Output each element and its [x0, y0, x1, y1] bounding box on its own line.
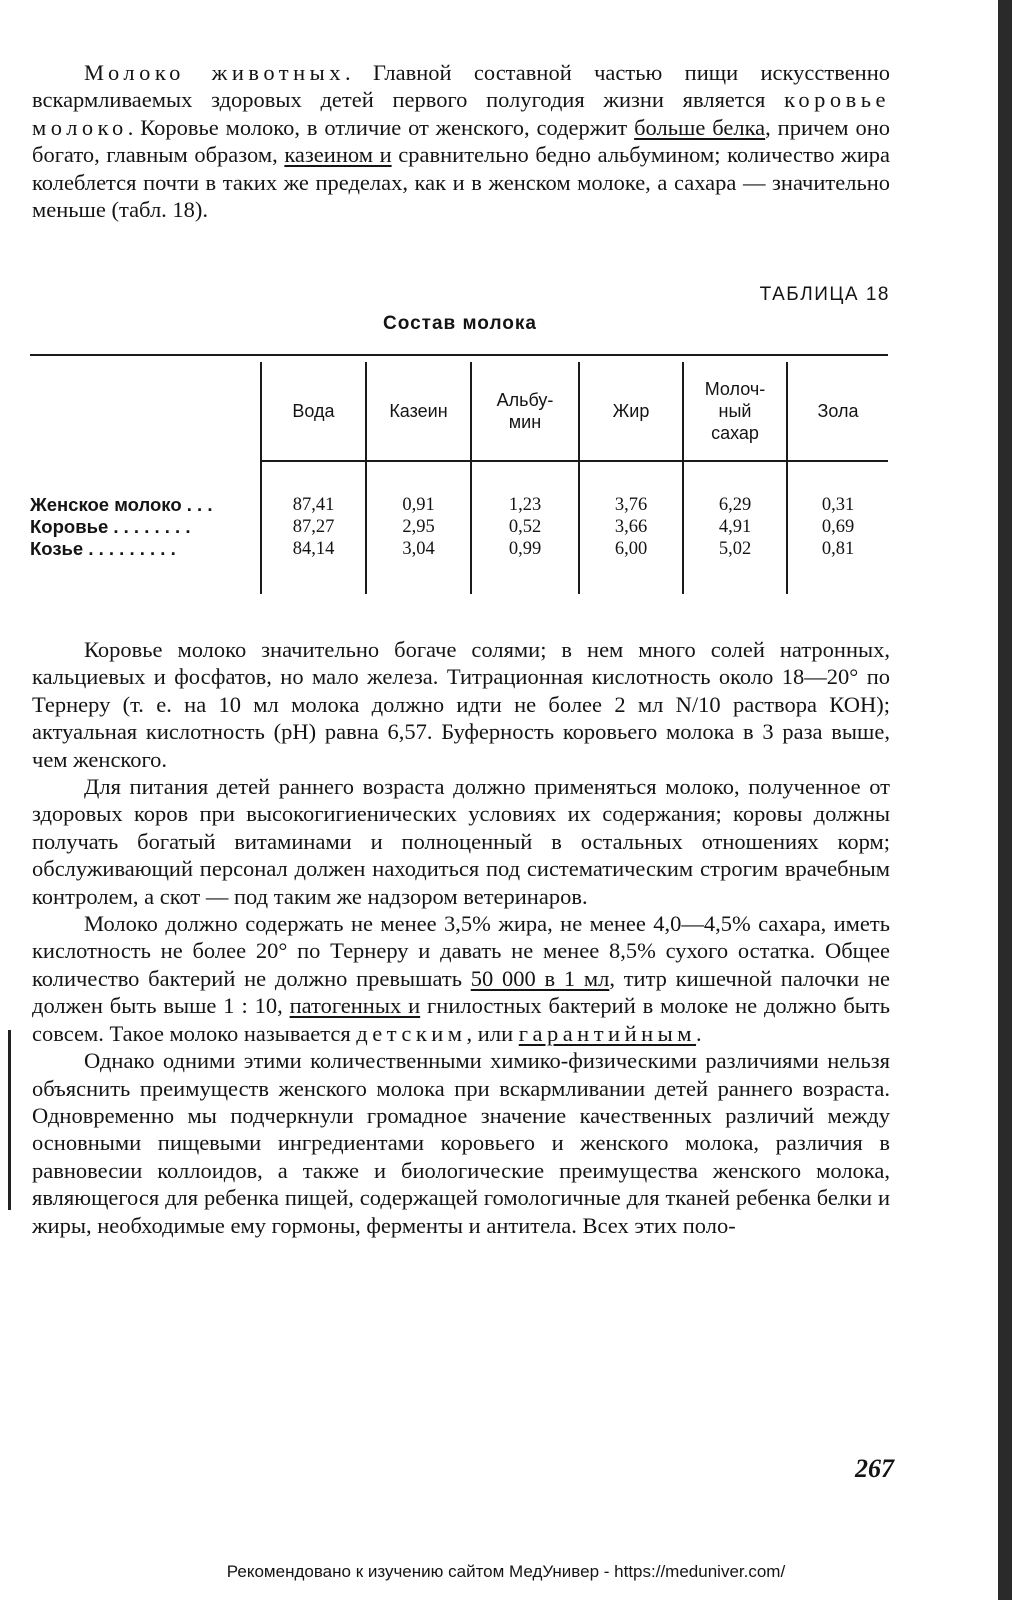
table-cell: 87,41 — [292, 495, 335, 515]
milk-composition-table — [30, 354, 888, 596]
table-cell: 6,00 — [614, 539, 648, 559]
table-cell: 6,29 — [718, 495, 752, 515]
intro-text — [32, 59, 890, 223]
underline-bacteria-count: 50 000 в 1 мл — [470, 965, 610, 991]
col-head-fat: Жир — [612, 401, 650, 421]
col-head-ash: Зола — [817, 401, 859, 421]
col-head-water: Вода — [292, 401, 335, 421]
intro-text-2: . Коровье молоко, в отличие от женского, содержит — [127, 114, 635, 140]
table-title: Состав молока — [383, 313, 537, 334]
paragraph-qualitative: Однако одними этими количественными химико-физическими различиями нельзя объяснить преимуществ женского молока при вскармливании детей раннего возраста. Одновременно мы подчеркнули громадное значение качественных различий между основными пищевыми ингредиентами коровьего и женского молока, различия в равновесии коллоидов, а также и биологические преимущества женского молока, являющегося для ребенка пищей, содержащей гомологичные для тканей ребенка белки и жиры, необходимые ему гормоны, ферменты и антитела. Всех этих поло- — [32, 1048, 890, 1238]
intro-text-4: сравнительно бедно альбумином; количество жира колеблется почти в таких же пределах, как и в женском молоке, а сахара — значительно меньше (табл. 18). — [32, 142, 890, 223]
intro-title: Молоко животных — [84, 60, 346, 85]
table-cell: 0,81 — [821, 539, 855, 559]
table-cell: 3,04 — [402, 539, 435, 559]
table-cell: 87,27 — [292, 517, 335, 537]
row-label-goats-milk: Козье . . . . . . . . . — [30, 538, 176, 559]
table-cell: 0,99 — [508, 539, 542, 559]
table-cell: 2,95 — [402, 517, 435, 537]
intro-underline-1: больше белка — [634, 114, 766, 140]
table-number: ТАБЛИЦА 18 — [759, 284, 890, 305]
table-cell: 0,91 — [402, 495, 435, 515]
intro-text-3: , причем оно богато, главным образом, — [32, 114, 890, 168]
page-edge-shadow — [998, 0, 1012, 1600]
table-cell: 0,31 — [821, 495, 855, 515]
page-number: 267 — [855, 1454, 894, 1483]
underline-pathogenic: патогенных и — [289, 993, 421, 1019]
margin-pen-mark — [8, 1030, 11, 1210]
table-cell: 0,52 — [508, 517, 542, 537]
col-head-albumin: Альбу- мин — [496, 390, 554, 432]
row-label-cows-milk: Коровье . . . . . . . . — [30, 516, 191, 537]
col-head-casein: Казеин — [389, 401, 448, 421]
table-cell: 3,66 — [614, 517, 648, 537]
footer-watermark: Рекомендовано к изучению сайтом МедУнивер - https://meduniver.com/ — [226, 1562, 786, 1581]
paragraph-hygiene: Для питания детей раннего возраста должно применяться молоко, полученное от здоровых коров при высокогигиенических условиях их содержания; коровы должны получать богатый витаминами и полноценный в остальных отношениях корм; обслуживающий персонал должен находиться под систематическим строгим врачебным контролем, а скот — под таким же надзором ветеринаров. — [32, 774, 890, 909]
table-cell: 84,14 — [292, 539, 335, 559]
term-childrens-milk: детским — [356, 1020, 467, 1046]
term-guaranteed-milk: гарантийным — [518, 1020, 697, 1046]
intro-highlight: коровье молоко — [32, 87, 890, 140]
table-cell: 0,69 — [821, 517, 855, 537]
intro-text-1: . Главной составной частью пищи искусственно вскармливаемых здоровых детей первого полугодия жизни является — [32, 60, 891, 113]
intro-paragraph — [32, 59, 890, 223]
table-top-rule — [30, 354, 888, 356]
table-header-rule — [260, 460, 888, 462]
table-cell: 4,91 — [718, 517, 752, 537]
body-text — [32, 636, 890, 1239]
table-cell: 1,23 — [508, 495, 542, 515]
col-head-lactose: Молоч- ный сахар — [704, 379, 766, 443]
table-cell: 5,02 — [718, 539, 752, 559]
table-cell: 3,76 — [614, 495, 648, 515]
paragraph-salts: Коровье молоко значительно богаче солями; в нем много солей натронных, кальциевых и фосфатов, но мало железа. Титрационная кислотность около 18—20° по Тернеру (т. е. на 10 мл молока должно идти не более 2 мл N/10 раствора КОН); актуальная кислотность (рН) равна 6,57. Буферность коровьего молока в 3 раза выше, чем женского. — [32, 637, 890, 772]
intro-underline-2: казеином и — [284, 142, 392, 168]
paragraph-requirements: Молоко должно содержать не менее 3,5% жира, не менее 4,0—4,5% сахара, иметь кислотность не более 20° по Тернеру и давать не менее 8,5% сухого остатка. Общее количество бактерий не должно превышать 50 000 в 1 мл, титр кишечной палочки не должен быть выше 1 : 10, патогенных и гнилостных бактерий в молоке не должно быть совсем. Такое молоко называется детским, или гарантийным. — [32, 911, 891, 1046]
row-label-womens-milk: Женское молоко . . . — [30, 494, 213, 515]
